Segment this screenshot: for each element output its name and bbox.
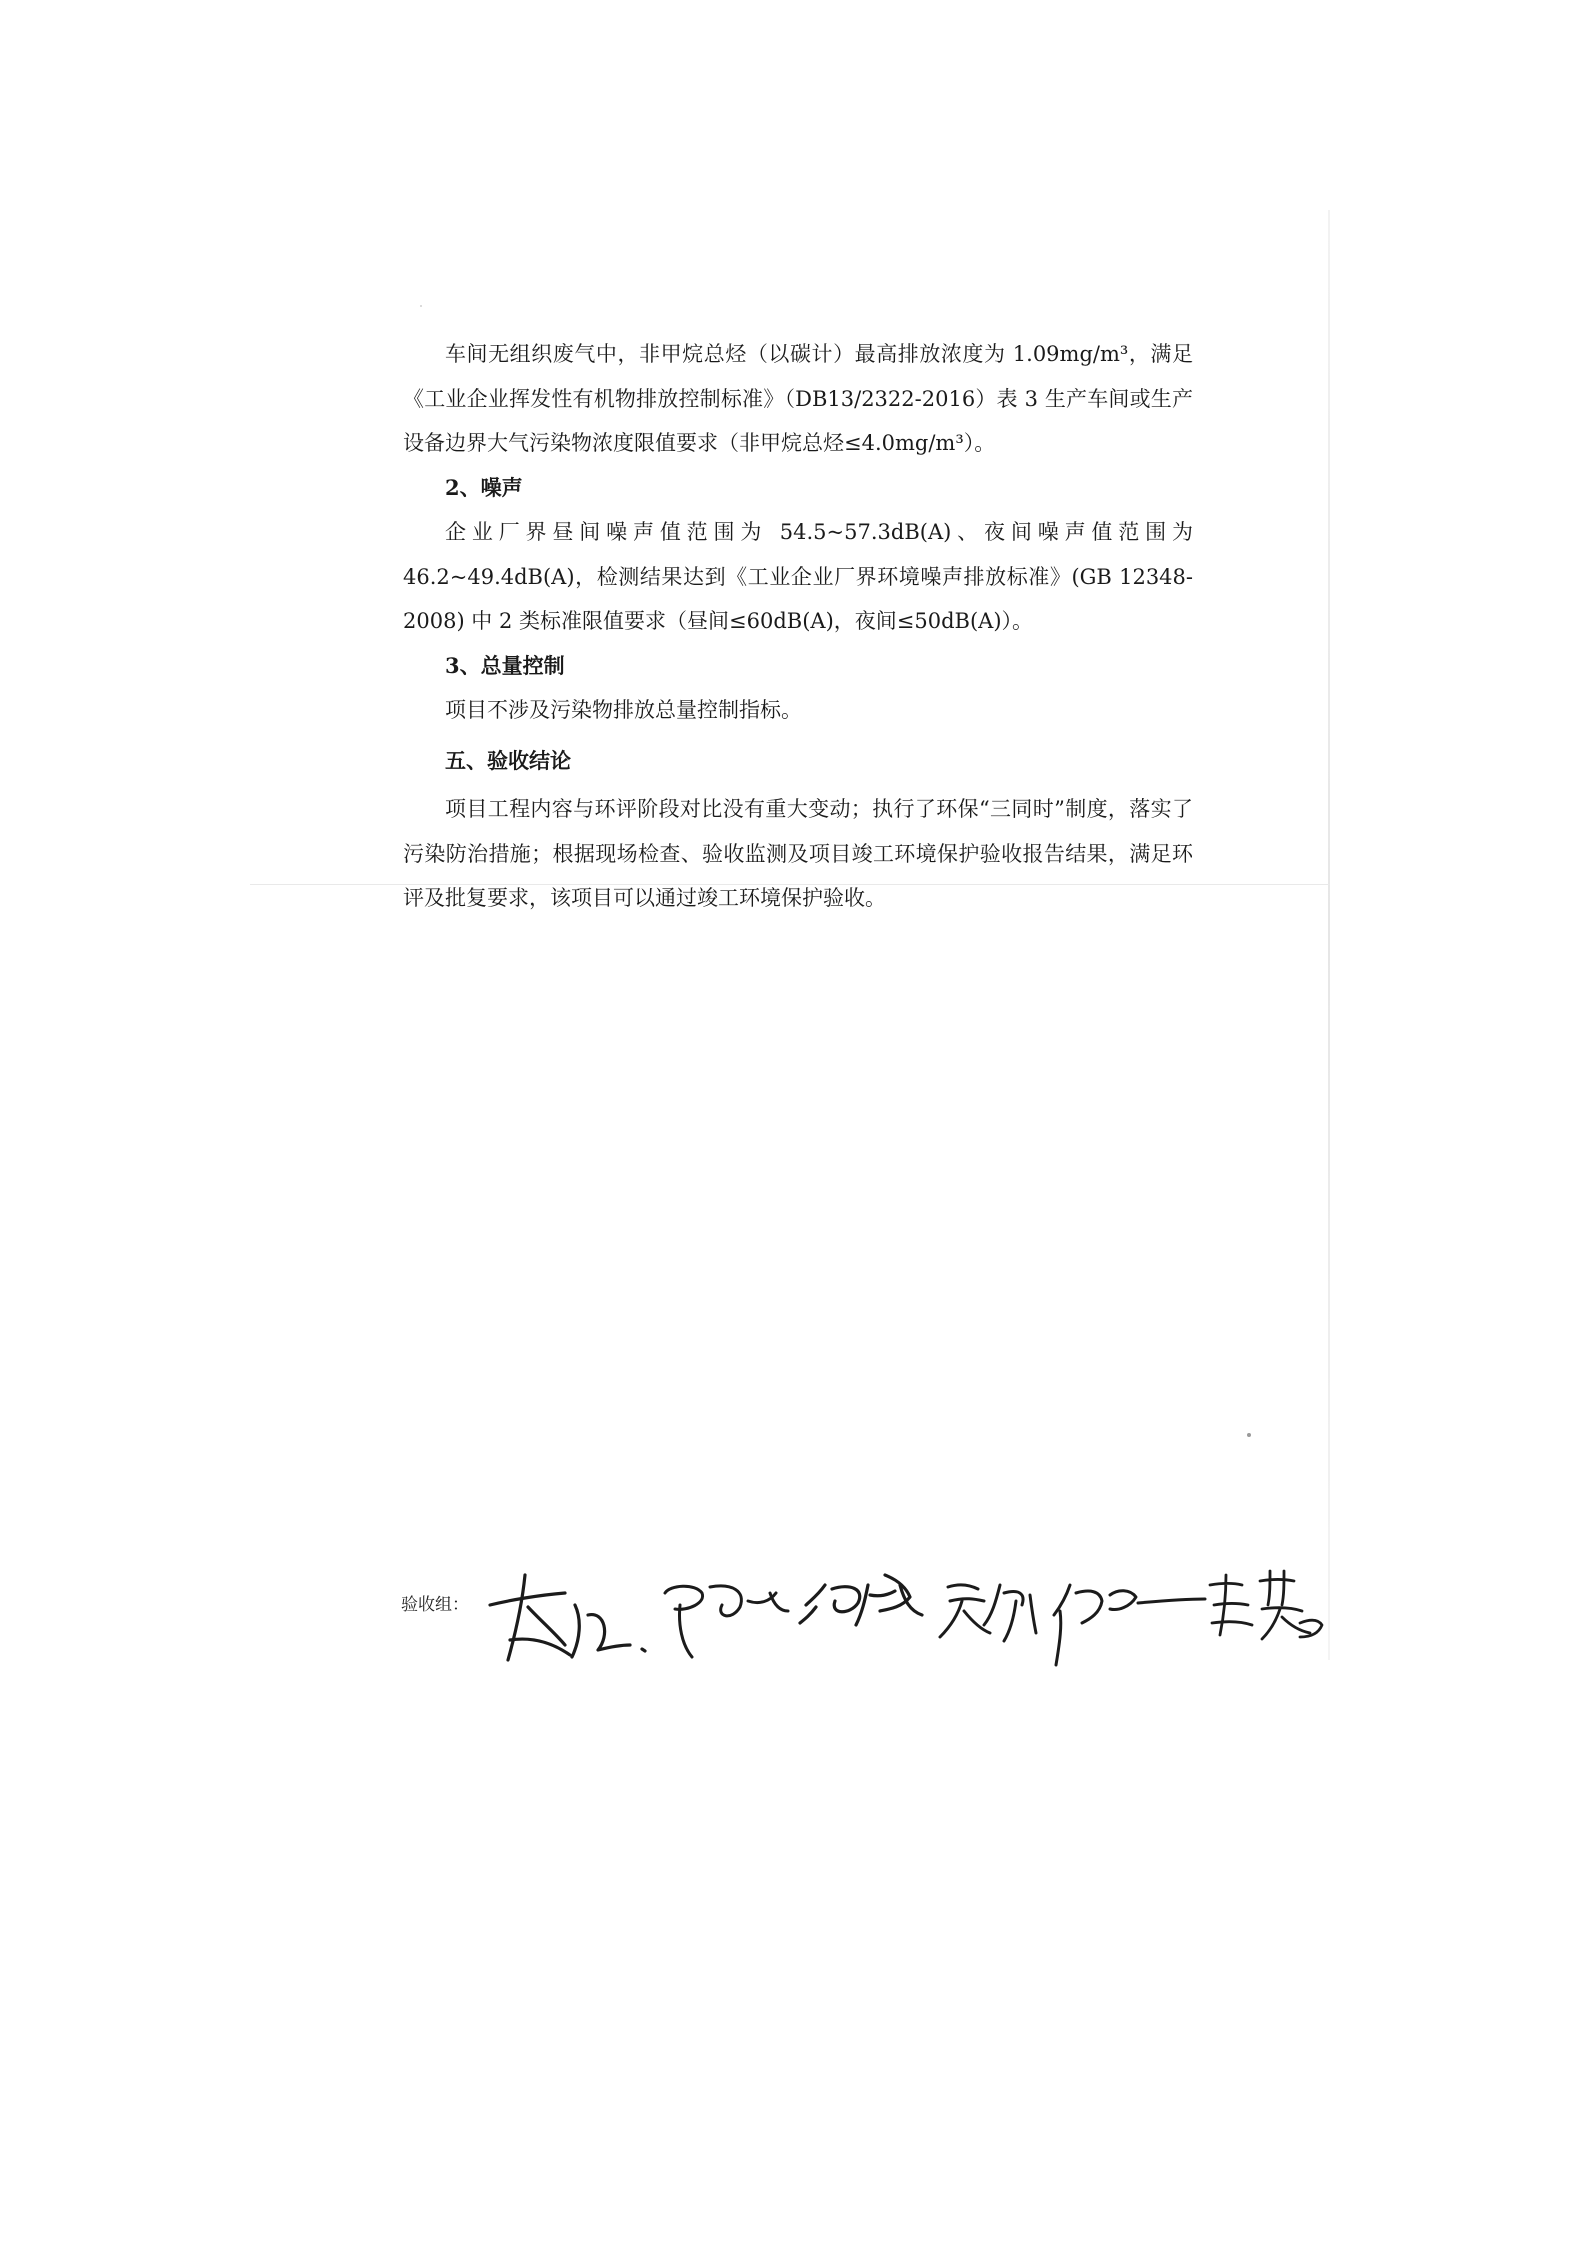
scan-edge-shadow (1328, 210, 1330, 1660)
document-body (403, 332, 1193, 921)
signature-5 (1054, 1585, 1205, 1665)
paragraph-acceptance-conclusion: 项目工程内容与环评阶段对比没有重大变动；执行了环保“三同时”制度，落实了污染防治措施；根据现场检查、验收监测及项目竣工环境保护验收报告结果，满足环评及批复要求，该项目可以通过竣工环境保护验收。 (403, 797, 1193, 910)
scan-speck (420, 305, 422, 307)
handwritten-signatures (470, 1545, 1330, 1675)
paragraph-noise: 企业厂界昼间噪声值范围为 54.5~57.3dB(A)、夜间噪声值范围为 46.2~49.4dB(A)，检测结果达到《工业企业厂界环境噪声排放标准》(GB 12348-2008) 中 2 类标准限值要求（昼间≤60dB(A)，夜间≤50dB(A)）。 (403, 520, 1193, 633)
signature-1 (490, 1575, 645, 1660)
heading-acceptance-conclusion: 五、验收结论 (445, 748, 571, 773)
signature-4 (940, 1585, 1036, 1641)
paragraph-fugitive-emission: 车间无组织废气中，非甲烷总烃（以碳计）最高排放浓度为 1.09mg/m³，满足《工业企业挥发性有机物排放控制标准》（DB13/2322-2016）表 3 生产车间或生产设备边界大气污染物浓度限值要求（非甲烷总烃≤4.0mg/m³）。 (403, 342, 1193, 455)
signature-2 (665, 1586, 788, 1657)
heading-noise: 2、噪声 (445, 474, 523, 500)
acceptance-group-label: 验收组： (401, 1595, 469, 1615)
scan-speck (1247, 1433, 1251, 1437)
signature-6 (1210, 1571, 1322, 1639)
paragraph-total-control: 项目不涉及污染物排放总量控制指标。 (445, 698, 802, 722)
heading-total-control: 3、总量控制 (445, 652, 565, 678)
signature-3 (800, 1575, 922, 1625)
